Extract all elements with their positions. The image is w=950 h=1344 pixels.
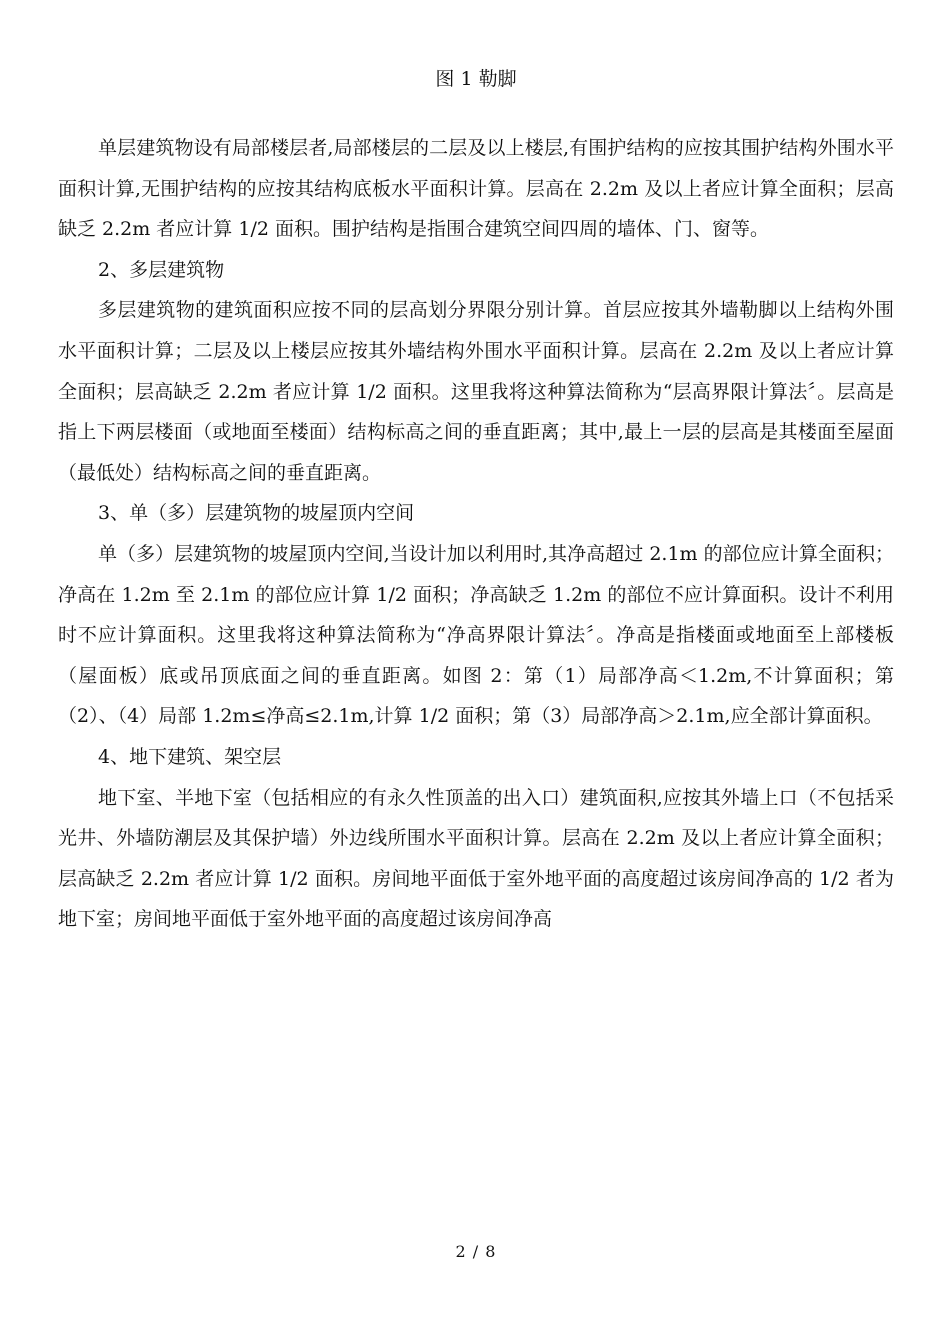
section-heading-multi-storey: 2、多层建筑物	[98, 258, 225, 281]
section-heading-underground: 4、地下建筑、架空层	[98, 745, 282, 768]
paragraph-single-storey: 单层建筑物设有局部楼层者,局部楼层的二层及以上楼层,有围护结构的应按其围护结构外围水平面积计算,无围护结构的应按其结构底板水平面积计算。层高在 2.2m 及以上者应计算全面积；层高缺乏 2.2m 者应计算 1/2 面积。围护结构是指围合建筑空间四周的墙体、门、窗等。	[58, 137, 894, 241]
paragraph-underground: 地下室、半地下室（包括相应的有永久性顶盖的出入口）建筑面积,应按其外墙上口（不包括采光井、外墙防潮层及其保护墙）外边线所围水平面积计算。层高在 2.2m 及以上者应计算全面积；层高缺乏 2.2m 者应计算 1/2 面积。房间地平面低于室外地平面的高度超过该房间净高的 1/2 者为地下室；房间地平面低于室外地平面的高度超过该房间净高	[58, 786, 894, 931]
paragraph-multi-storey: 多层建筑物的建筑面积应按不同的层高划分界限分别计算。首层应按其外墙勒脚以上结构外围水平面积计算；二层及以上楼层应按其外墙结构外围水平面积计算。层高在 2.2m 及以上者应计算全面积；层高缺乏 2.2m 者应计算 1/2 面积。这里我将这种算法简称为“层高界限计算法〞。层高是指上下两层楼面（或地面至楼面）结构标高之间的垂直距离；其中,最上一层的层高是其楼面至屋面（最低处）结构标高之间的垂直距离。	[58, 299, 894, 484]
figure-caption: 图 1 勒脚	[435, 68, 517, 90]
paragraph-sloped-roof: 单（多）层建筑物的坡屋顶内空间,当设计加以利用时,其净高超过 2.1m 的部位应计算全面积；净高在 1.2m 至 2.1m 的部位应计算 1/2 面积；净高缺乏 1.2m 的部位不应计算面积。设计不利用时不应计算面积。这里我将这种算法简称为“净高界限计算法〞。净高是指楼面或地面至上部楼板（屋面板）底或吊顶底面之间的垂直距离。如图 2：第（1）局部净高＜1.2m,不计算面积；第（2）、（4）局部 1.2m≤净高≤2.1m,计算 1/2 面积；第（3）局部净高＞2.1m,应全部计算面积。	[58, 542, 894, 728]
document-body	[58, 128, 894, 940]
document-page	[58, 0, 894, 1344]
section-heading-sloped-roof: 3、单（多）层建筑物的坡屋顶内空间	[98, 502, 415, 525]
page-number: 2 / 8	[455, 1242, 497, 1261]
